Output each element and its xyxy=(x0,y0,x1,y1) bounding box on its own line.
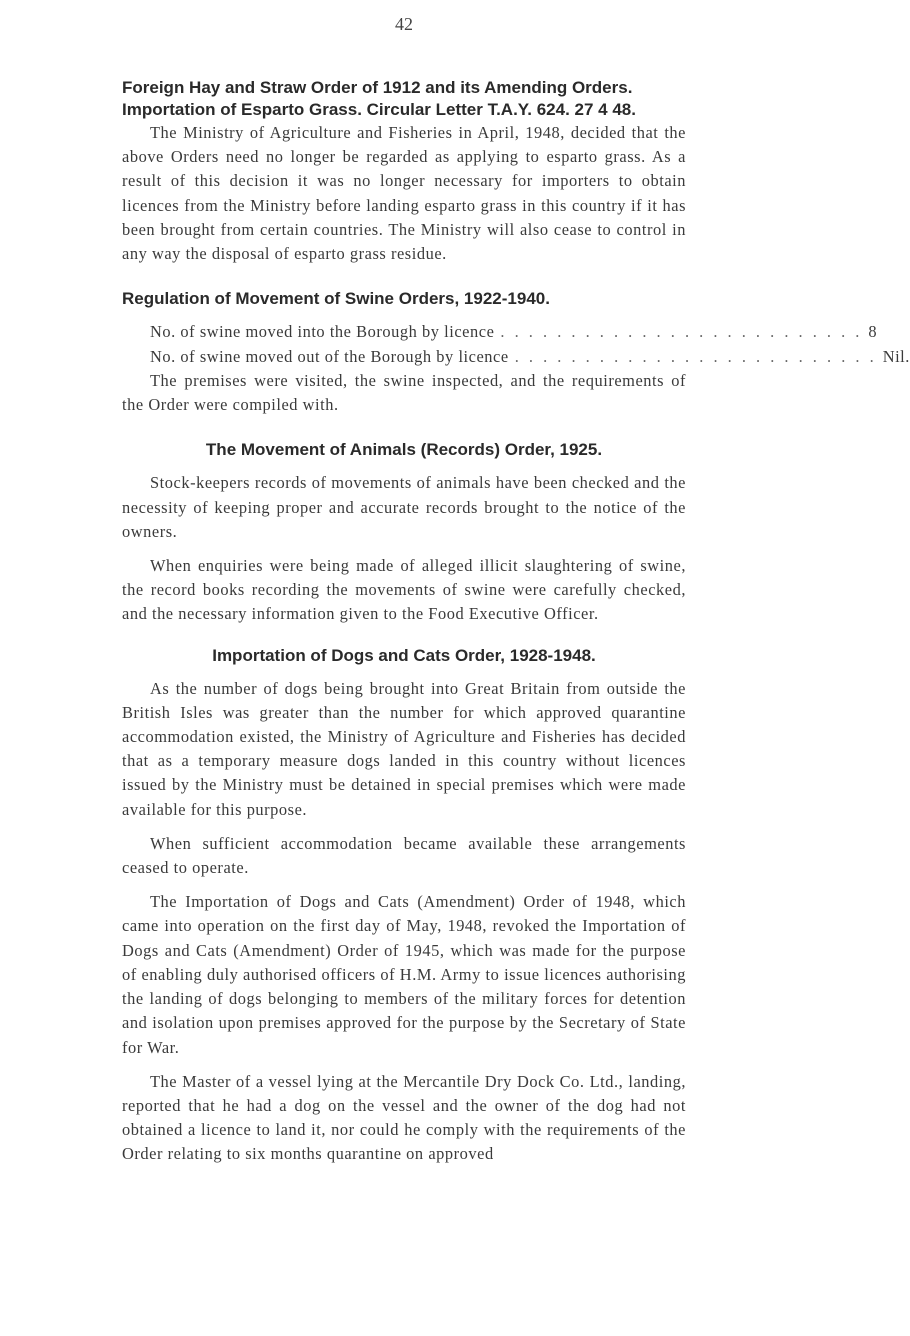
paragraph-esparto: The Ministry of Agriculture and Fisheries in April, 1948, decided that the above Orders need no longer be regarded as applying to esparto grass. As a result of this decision it was no longer necessary for importers to obtain licences from the Ministry before landing esparto grass in this country if it has been brought from certain countries. The Ministry will also cease to control in any way the disposal of esparto grass residue. xyxy=(122,123,686,264)
swine-moved-out-row xyxy=(122,345,910,369)
paragraph-amendment-order: The Importation of Dogs and Cats (Amendment) Order of 1948, which came into operation on the first day of May, 1948, revoked the Importation of Dogs and Cats (Amendment) Order of 1945, which was made for the purpose of enabling duly authorised officers of H.M. Army to issue licences authorising the landing of dogs belonging to members of the military forces for detention and isolation upon premises approved for the purpose by the Secretary of State for War. xyxy=(122,892,686,1057)
section-swine xyxy=(122,288,910,417)
section-esparto xyxy=(122,77,686,266)
page-number: 42 xyxy=(395,14,413,34)
leader-dots: . . . . . . . . . . . . . . . . . . . . . . . . . . xyxy=(514,346,877,366)
paragraph-dogs-quarantine: As the number of dogs being brought into Great Britain from outside the British Isles was greater than the number for which approved quarantine accommodation existed, the Ministry of Agriculture and Fisheries has decided that as a temporary measure dogs landed in this country without licences issued by the Ministry must be detained in special premises which were made available for this purpose. xyxy=(122,678,686,819)
swine-moved-in-value: 8 xyxy=(868,322,878,342)
swine-moved-in-label: No. of swine moved into the Borough by licence xyxy=(150,322,495,342)
section-movement-records xyxy=(122,439,686,626)
paragraph-swine-premises: The premises were visited, the swine inspected, and the requirements of the Order were compiled with. xyxy=(122,371,686,415)
section-title-movement-records: The Movement of Animals (Records) Order, 1925. xyxy=(205,440,603,460)
swine-moved-out-label: No. of swine moved out of the Borough by licence xyxy=(150,346,509,366)
leader-dots: . . . . . . . . . . . . . . . . . . . . . . . . . . xyxy=(500,322,863,342)
paragraph-stock-records: Stock-keepers records of movements of animals have been checked and the necessity of keeping proper and accurate records brought to the notice of the owners. xyxy=(122,473,686,541)
section-title-dogs-cats: Importation of Dogs and Cats Order, 1928-1948. xyxy=(212,645,596,665)
section-subtitle-esparto-grass: Importation of Esparto Grass. Circular Letter T.A.Y. 624. 27 4 48. xyxy=(122,100,636,119)
section-dogs-cats xyxy=(122,645,686,1167)
paragraph-vessel-master: The Master of a vessel lying at the Mercantile Dry Dock Co. Ltd., landing, reported that he had a dog on the vessel and the owner of the dog had not obtained a licence to land it, nor could he comply with the requirements of the Order relating to six months quarantine on approved xyxy=(122,1071,686,1164)
swine-moved-in-row xyxy=(122,320,878,344)
paragraph-illicit-slaughtering: When enquiries were being made of alleged illicit slaughtering of swine, the record books recording the movements of swine were carefully checked, and the necessary information given to the Food Executive Officer. xyxy=(122,556,686,624)
paragraph-arrangements-ceased: When sufficient accommodation became available these arrangements ceased to operate. xyxy=(122,833,686,878)
section-title-swine-movement: Regulation of Movement of Swine Orders, 1922-1940. xyxy=(122,289,550,309)
swine-moved-out-value: Nil. xyxy=(882,346,910,366)
section-title-hay-straw-order: Foreign Hay and Straw Order of 1912 and its Amending Orders. xyxy=(122,78,633,97)
